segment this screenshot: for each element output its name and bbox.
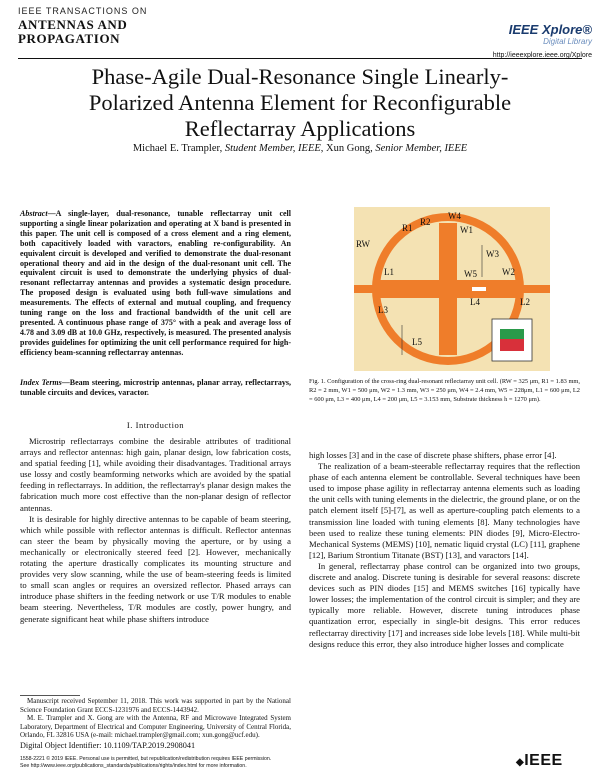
title-line1: Phase-Agile Dual-Resonance Single Linearly- — [91, 64, 509, 89]
figure-caption: Fig. 1. Configuration of the cross-ring dual-resonant reflectarray unit cell. (RW = 325 μm, R1 = 1.83 mm, R2 = 2 mm, W1 = 500 μm, W2 = 1.3 mm, W3 = 250 μm, W4 = 2.4 mm, W5 = 228μm, L1 = 600 μm, L2 = 600 μm, L3 = 400 μm, L4 = 200 μm, L5 = 3.153 mm, Substrate thickness h = 1270 μm). — [309, 378, 580, 403]
journal-header: IEEE TRANSACTIONS ON — [18, 6, 148, 16]
xplore-url[interactable]: http://ieeexplore.ieee.org/Xplore — [492, 52, 592, 59]
cross-horizontal — [380, 280, 516, 298]
label-w2: W2 — [502, 267, 515, 277]
label-w1: W1 — [460, 225, 473, 235]
abstract-text: —A single-layer, dual-resonance, tunable reflectarray unit cell supporting a single linear polarization and operating at X band is presented in this paper. The unit cell is composed of a cross element and a ring element, both capacitively loaded with varactors, enabling re-configurability. An equivalent circuit is developed and verified to demonstrate the dual-resonant operational theory and aid in the design of the dual-resonant unit cell. The equivalent circuit is used to demonstrate the underlying physics of dual-resonant reflectarray antennas and provides a systematic design procedure. The proposed design is evaluated using both full-wave simulations and measurements. The effects of external and mutual coupling, and frequency tuning range on the loss and fractional bandwidth of the unit cell are presented. A continuous phase range of 375° with a peak and average loss of 4.78 and 3.09 dB at 10.0 GHz, respectively, is measured. The presented analysis provides guidelines for optimizing the unit cell performance required for high-efficiency beam-scanning reflectarray antennas. — [20, 209, 291, 357]
ieee-logo — [516, 752, 563, 770]
ieee-emblem-icon: ◆ — [516, 757, 525, 768]
ieee-xplore-logo — [482, 22, 592, 46]
title-line3: Reflectarray Applications — [184, 116, 416, 141]
body-right — [309, 450, 580, 650]
copyright-line1: 1558-2221 © 2019 IEEE. Personal use is permitted, but republication/redistribution requires IEEE permission. — [20, 756, 272, 762]
paragraph: high losses [3] and in the case of discrete phase shifters, phase error [4]. — [309, 450, 557, 460]
body-left — [20, 436, 291, 625]
label-w5: W5 — [464, 269, 477, 279]
author1: Michael E. Trampler, — [132, 143, 223, 154]
xplore-name: IEEE Xplore® — [508, 22, 592, 37]
label-r2: R2 — [420, 217, 431, 227]
paper-title — [30, 64, 570, 142]
label-l5: L5 — [412, 337, 422, 347]
authors — [30, 143, 570, 154]
index-terms-text: —Beam steering, microstrip antennas, planar array, reflectarrays, tunable circuits and devices, varactor. — [20, 378, 292, 397]
label-w3: W3 — [486, 249, 499, 259]
paragraph: Microstrip reflectarrays combine the desirable attributes of traditional arrays and reflector antennas: high gain, planar design, low fabrication costs, and spatial feeding [1], while avoiding their disadvantages. Traditional arrays use lossy and costly beamforming networks which are avoided by the spatial feeding in reflectarrays. In addition, the reflectarray's planar design makes the fabrication much more cost effective than the non-planar design of reflector antennas. — [20, 436, 291, 513]
label-rw: RW — [356, 239, 371, 249]
label-l1: L1 — [384, 267, 394, 277]
label-l2: L2 — [520, 297, 530, 307]
header-divider — [18, 58, 582, 59]
footnote-para1: Manuscript received September 11, 2018. This work was supported in part by the National Science Foundation Grant ECCS-1231976 and ECCS-1443942. — [20, 697, 291, 714]
journal-name — [18, 18, 127, 46]
unit-cell-figure — [352, 205, 552, 373]
journal-name-line1: ANTENNAS AND — [18, 17, 128, 32]
copyright-line2: See http://www.ieee.org/publications_standards/publications/rights/index.html for more information. — [20, 762, 247, 769]
paragraph: In general, reflectarray phase control can be organized into two groups, discrete and analog. Discrete tuning is desirable for several reasons: discrete devices such as PIN diodes [15] and MEMS switches [16] typically have lower losses; the implementation of the control circuit is simpler; and they are typically more reliable. However, discrete tuning introduces phase quantization error, especially in single-bit designs. This error reduces reflectarray directivity [17] and increases side lobe levels [18]. While multi-bit designs reduce this error, they also introduce higher losses and complicate — [309, 560, 580, 649]
label-r1: R1 — [402, 223, 413, 233]
title-line2: Polarized Antenna Element for Reconfigurable — [88, 90, 512, 115]
paragraph: The realization of a beam-steerable reflectarray requires that the reflection phase of each antenna element be controllable. Several techniques have been used to impose phase agility in reflectarray antenna elements such as loading the unit cells with tuning elements in the dielectric, the ground plane, or on the patch element itself [5]-[7], as well as aperture-coupling patch elements to a transmission line loaded with tuning elements [8]. Many technologies have been used to realize these tuning elements: PIN diodes [9], Micro-Electro-Mechanical Systems (MEMS) [10], nematic liquid crystal (LC) [11], graphene [12], Barium Strontium Titanate (BST) [13], and varactors [14]. — [309, 461, 580, 560]
abstract-label: Abstract — [20, 209, 48, 218]
capacitor-inset — [500, 339, 524, 351]
section-heading: I. Introduction — [126, 420, 185, 430]
gap — [472, 287, 486, 291]
paragraph: It is desirable for highly directive antennas to be capable of beam steering, which while possible with reflector antennas is difficult. Reflector antennas can steer the beam by physically moving the aperture, or by using a mechanically or electronically steered feed [2]. However, mechanically rotating the aperture drastically complicates its mounting structure and provides very slow scanning, while the use of beam-steering feeds is limited to small scan angles or requires an oversized reflector. Phased arrays can introduce phase shifters in the feeding network or use T/R modules to enable beam steering. Nevertheless, T/R modules are costly, power hungry, and generate significant heat while phase shifters introduce — [20, 513, 291, 624]
index-terms — [20, 378, 291, 398]
footnote — [20, 697, 291, 740]
left-feed-line — [354, 285, 380, 293]
label-l3: L3 — [378, 305, 388, 315]
label-w4: W4 — [448, 211, 461, 221]
label-l4: L4 — [470, 297, 480, 307]
doi: Digital Object Identifier: 10.1109/TAP.2019.2908041 — [20, 741, 196, 750]
author2: , Xun Gong, — [320, 143, 373, 154]
copyright-notice — [20, 756, 440, 769]
footnote-para2: M. E. Trampler and X. Gong are with the Antenna, RF and Microwave Integrated System Laboratory, Department of Electrical and Computer Engineering, University of Central Florida, Orlando, FL 32816 USA (e-mail: michael.trampler@gmail.com; xun.gong@ucf.edu). — [20, 714, 291, 740]
right-feed-line — [516, 285, 550, 293]
xplore-sub: Digital Library — [543, 37, 592, 46]
abstract — [20, 209, 291, 358]
author2-role: Senior Member, IEEE — [375, 143, 468, 154]
footnote-rule — [20, 695, 80, 696]
ieee-logo-text: IEEE — [524, 752, 563, 769]
journal-name-line2: PROPAGATION — [18, 31, 121, 46]
author1-role: Student Member, IEEE — [224, 143, 321, 154]
index-terms-label: Index Terms — [20, 378, 62, 387]
